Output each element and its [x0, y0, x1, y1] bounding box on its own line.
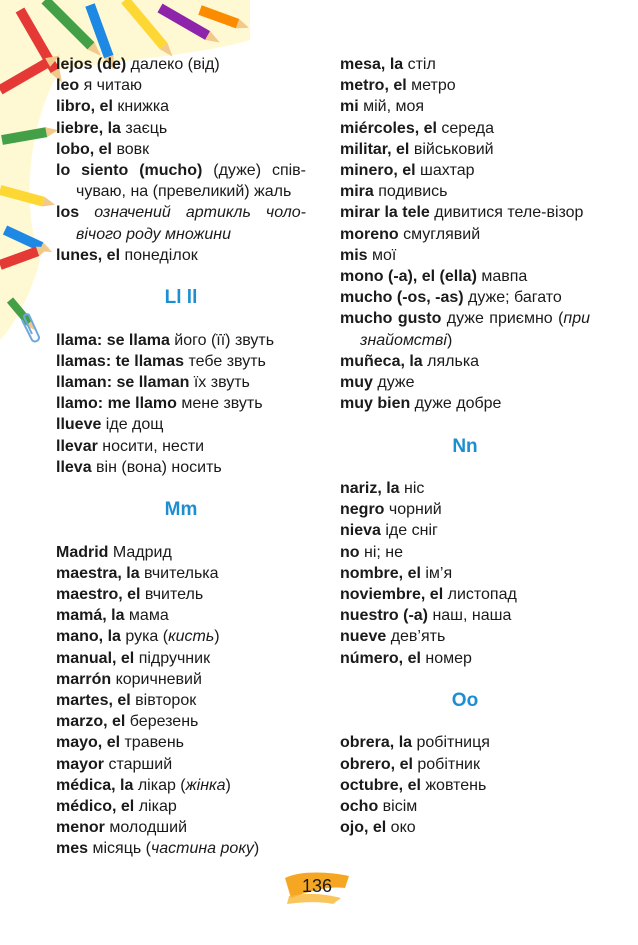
entry-translation: мама: [124, 607, 169, 625]
entry-note: жінка: [185, 776, 226, 794]
dictionary-entry: [340, 775, 590, 796]
entry-term: obrero, el: [340, 755, 413, 773]
entry-translation: номер: [420, 649, 472, 667]
entry-translation: листопад: [443, 586, 517, 604]
spacer: [340, 414, 590, 435]
dictionary-entry: [56, 330, 306, 351]
dictionary-entry: [340, 648, 590, 669]
dictionary-entry: [56, 393, 306, 414]
section-heading: Ll ll: [164, 287, 198, 309]
entry-term: maestro, el: [56, 585, 141, 603]
entry-term: médico, el: [56, 798, 135, 816]
entry-translation: рука (: [120, 628, 169, 646]
entry-term: lleva: [56, 458, 92, 476]
entry-translation: лікар: [134, 798, 177, 816]
dictionary-entry: [340, 542, 590, 563]
entry-translation: смуглявий: [398, 225, 481, 243]
entry-translation: молодший: [104, 819, 188, 837]
entry-term: mirar la tele: [340, 204, 430, 222]
entry-translation: коричневий: [111, 670, 202, 688]
dictionary-entry: [56, 202, 306, 244]
entry-translation: військовий: [409, 140, 494, 158]
entry-term: nariz, la: [340, 480, 400, 498]
entry-term: leo: [56, 77, 80, 95]
entry-translation: заєць: [120, 119, 168, 137]
entry-translation: чорний: [384, 501, 442, 519]
dictionary-entry: [340, 796, 590, 817]
dictionary-entry: [340, 266, 590, 287]
entry-term: marzo, el: [56, 713, 126, 731]
entry-translation: вчитель: [140, 585, 204, 603]
entry-term: llevar: [56, 437, 98, 455]
entry-translation: дуже приємно (: [441, 310, 564, 328]
dictionary-entry: [340, 605, 590, 626]
entry-translation: травень: [120, 734, 184, 752]
spacer: [56, 478, 306, 499]
entry-translation: середа: [436, 119, 494, 137]
right-column: [340, 54, 590, 838]
section-heading: Mm: [164, 499, 198, 521]
entry-translation: їх звуть: [189, 374, 250, 391]
dictionary-entry: [56, 436, 306, 457]
entry-translation: жовтень: [420, 776, 487, 794]
dictionary-entry: [340, 520, 590, 541]
entry-term: muñeca, la: [340, 352, 423, 370]
dictionary-entry: [340, 139, 590, 160]
entry-translation: подивись: [373, 183, 448, 201]
dictionary-entry: [56, 817, 306, 838]
section-heading: Oo: [451, 690, 479, 712]
entry-term: llamas: te llamas: [56, 352, 185, 370]
entry-translation: мій, моя: [358, 98, 425, 116]
entry-term: médica, la: [56, 776, 134, 794]
entry-term: los: [56, 204, 80, 222]
spacer: [340, 669, 590, 690]
entry-term: mamá, la: [56, 607, 125, 625]
dictionary-entry: [56, 838, 306, 859]
page-number-badge: [281, 868, 353, 906]
entry-note: кисть: [168, 628, 215, 646]
dictionary-entry: [56, 75, 306, 96]
entry-translation: вовк: [112, 140, 150, 158]
dictionary-entry: [56, 542, 306, 563]
entry-translation: око: [386, 819, 416, 837]
entry-term: lo siento (mucho): [56, 162, 203, 180]
entry-translation: ніс: [399, 480, 425, 498]
entry-term: miércoles, el: [340, 119, 437, 137]
entry-note-close: ): [253, 840, 260, 858]
entry-term: nieva: [340, 522, 381, 540]
entry-term: nuestro (-a): [340, 607, 428, 625]
dictionary-entry: [340, 478, 590, 499]
entry-translation: він (вона) носить: [91, 458, 222, 476]
dictionary-entry: [340, 372, 590, 393]
dictionary-entry: [340, 499, 590, 520]
spacer: [340, 457, 590, 478]
entry-translation: стіл: [403, 56, 436, 73]
entry-translation: мої: [367, 246, 397, 264]
dictionary-entry: [56, 732, 306, 753]
entry-term: llamo: me llamo: [56, 395, 177, 413]
entry-term: ocho: [340, 798, 379, 816]
dictionary-entry: [56, 711, 306, 732]
entry-term: nombre, el: [340, 564, 421, 582]
dictionary-entry: [56, 605, 306, 626]
entry-term: muy bien: [340, 395, 411, 413]
entry-note-close: ): [214, 628, 220, 646]
entry-term: mira: [340, 183, 374, 201]
entry-translation: (дуже) спів-чуваю, на (превеликий) жаль: [76, 162, 306, 201]
dictionary-entry: [340, 54, 590, 75]
entry-term: mayor: [56, 755, 105, 773]
dictionary-entry: [340, 732, 590, 753]
dictionary-entry: [56, 563, 306, 584]
entry-translation: ні; не: [359, 543, 404, 561]
entry-term: muy: [340, 374, 373, 392]
dictionary-entry: [56, 457, 306, 478]
entry-translation: підручник: [134, 649, 211, 667]
dictionary-entry: [340, 181, 590, 202]
entry-note-close: ): [446, 331, 453, 349]
entry-term: obrera, la: [340, 734, 413, 752]
entry-term: número, el: [340, 649, 421, 667]
entry-term: marrón: [56, 670, 112, 688]
entry-term: moreno: [340, 225, 399, 243]
entry-term: lunes, el: [56, 246, 121, 264]
entry-term: mono (-a), el (ella): [340, 268, 477, 286]
entry-term: mes: [56, 840, 89, 858]
entry-translation: тебе звуть: [184, 352, 266, 370]
entry-translation: дев’ять: [386, 628, 446, 646]
page-number: 136: [301, 876, 333, 896]
entry-translation: ім’я: [420, 564, 453, 582]
entry-translation: я читаю: [79, 77, 142, 95]
entry-term: martes, el: [56, 692, 131, 709]
entry-translation: робітник: [412, 755, 480, 773]
dictionary-entry: [56, 754, 306, 775]
spacer: [56, 266, 306, 287]
spacer: [340, 711, 590, 732]
entry-translation: понеділок: [120, 246, 198, 264]
entry-translation: метро: [406, 77, 456, 95]
entry-term: lobo, el: [56, 140, 112, 158]
dictionary-entry: [340, 817, 590, 838]
dictionary-entry: [340, 308, 590, 350]
entry-term: negro: [340, 501, 385, 519]
entry-translation: дуже: [372, 374, 415, 392]
dictionary-entry: [56, 690, 306, 711]
dictionary-entry: [56, 669, 306, 690]
entry-term: mis: [340, 246, 368, 264]
entry-note: частина року: [150, 840, 254, 858]
dictionary-entry: [340, 754, 590, 775]
entry-translation: [79, 204, 94, 221]
dictionary-entry: [56, 54, 306, 75]
entry-term: llama: se llama: [56, 331, 170, 349]
entry-term: noviembre, el: [340, 586, 444, 604]
entry-translation: книжка: [112, 98, 170, 116]
dictionary-entry: [56, 775, 306, 796]
entry-translation: шахтар: [415, 162, 475, 180]
dictionary-entry: [56, 160, 306, 202]
entry-term: octubre, el: [340, 776, 421, 794]
entry-term: Madrid: [56, 543, 109, 561]
entry-translation: місяць (: [88, 840, 151, 858]
dictionary-entry: [56, 245, 306, 266]
entry-translation: дуже; багато: [463, 289, 562, 307]
entry-translation: вівторок: [130, 692, 197, 709]
entry-note: при знайомстві: [360, 310, 591, 349]
entry-term: menor: [56, 819, 105, 837]
entry-term: mi: [340, 98, 359, 116]
entry-translation: носити, нести: [97, 437, 205, 455]
dictionary-entry: [56, 796, 306, 817]
dictionary-entry: [56, 626, 306, 647]
entry-term: ojo, el: [340, 819, 387, 837]
dictionary-entry: [340, 118, 590, 139]
dictionary-entry: [340, 351, 590, 372]
entry-term: metro, el: [340, 77, 407, 95]
entry-note-close: ): [225, 776, 231, 794]
entry-term: maestra, la: [56, 564, 140, 582]
spacer: [56, 308, 306, 329]
entry-translation: іде сніг: [380, 522, 438, 540]
dictionary-entry: [56, 414, 306, 435]
entry-translation: березень: [125, 713, 199, 731]
entry-translation: робітниця: [412, 734, 490, 752]
dictionary-entry: [340, 563, 590, 584]
entry-term: liebre, la: [56, 119, 121, 137]
entry-translation: мене звуть: [176, 395, 263, 413]
dictionary-entry: [340, 245, 590, 266]
dictionary-entry: [56, 351, 306, 372]
left-column: [56, 54, 306, 860]
entry-term: llaman: se llaman: [56, 374, 190, 391]
entry-translation: наш, наша: [428, 607, 512, 625]
dictionary-entry: [56, 648, 306, 669]
entry-term: llueve: [56, 416, 102, 434]
entry-term: mano, la: [56, 628, 121, 646]
entry-term: minero, el: [340, 162, 416, 180]
dictionary-entry: [56, 118, 306, 139]
entry-term: mucho gusto: [340, 310, 442, 328]
entry-term: no: [340, 543, 360, 561]
entry-translation: старший: [104, 755, 173, 773]
entry-translation: вісім: [378, 798, 418, 816]
entry-term: mucho (-os, -as): [340, 289, 464, 307]
dictionary-entry: [56, 139, 306, 160]
dictionary-entry: [56, 96, 306, 117]
entry-translation: дуже добре: [410, 395, 502, 413]
dictionary-entry: [56, 584, 306, 605]
section-heading: Nn: [452, 435, 478, 457]
dictionary-entry: [340, 287, 590, 308]
dictionary-entry: [340, 96, 590, 117]
entry-term: lejos (de): [56, 56, 127, 73]
entry-term: mayo, el: [56, 734, 121, 752]
entry-translation: лялька: [422, 352, 480, 370]
entry-translation: його (її) звуть: [169, 331, 275, 349]
spacer: [56, 520, 306, 541]
dictionary-entry: [340, 75, 590, 96]
entry-note: означений артикль чоло-вічого роду множини: [76, 204, 306, 243]
entry-term: manual, el: [56, 649, 135, 667]
dictionary-entry: [340, 393, 590, 414]
entry-translation: мавпа: [476, 268, 528, 286]
dictionary-entry: [340, 626, 590, 647]
entry-translation: Мадрид: [108, 543, 172, 561]
entry-translation: дивитися теле-візор: [429, 204, 584, 222]
entry-term: militar, el: [340, 140, 410, 158]
dictionary-entry: [340, 160, 590, 181]
dictionary-entry: [340, 584, 590, 605]
entry-translation: вчителька: [139, 564, 219, 582]
entry-term: nueve: [340, 628, 387, 646]
dictionary-entry: [56, 372, 306, 393]
dictionary-entry: [340, 202, 590, 223]
entry-term: mesa, la: [340, 56, 404, 73]
entry-translation: лікар (: [133, 776, 186, 794]
entry-translation: далеко (від): [126, 56, 220, 73]
dictionary-entry: [340, 224, 590, 245]
entry-term: libro, el: [56, 98, 113, 116]
entry-translation: іде дощ: [101, 416, 164, 434]
